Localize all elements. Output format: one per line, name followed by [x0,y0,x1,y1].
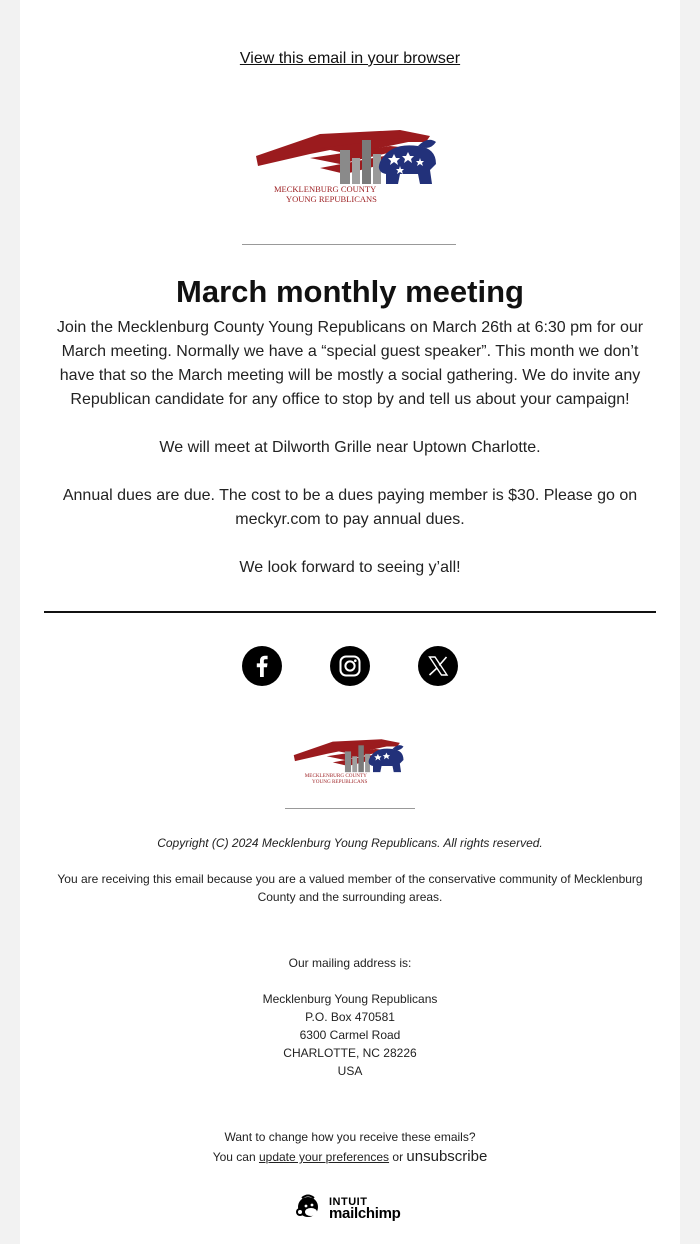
paragraph-closing: We look forward to seeing y’all! [239,559,461,576]
footer-logo [290,738,406,788]
unsubscribe-link[interactable]: unsubscribe [406,1148,488,1165]
paragraph-dues: Annual dues are due. The cost to be a dues paying member is $30. Please go on meckyr.com to pay annual dues. [62,487,638,528]
update-preferences-link[interactable]: update your preferences [258,1150,390,1164]
paragraph-location: We will meet at Dilworth Grille near Uptown Charlotte. [159,439,541,456]
footer-logo-divider [285,808,415,809]
footer-logo-line1: MECKLENBURG COUNTY [304,773,367,780]
preferences-line [40,1148,660,1166]
mailchimp-badge[interactable] [292,1190,412,1226]
address-line: Mecklenburg Young Republicans [262,992,438,1006]
address-line: CHARLOTTE, NC 28226 [283,1046,417,1060]
address-line: P.O. Box 470581 [305,1010,395,1024]
address-line: USA [337,1064,363,1078]
logo-line2: YOUNG REPUBLICANS [286,194,377,204]
copyright-text: Copyright (C) 2024 Mecklenburg Young Republicans. All rights reserved. [157,836,543,850]
section-divider [44,611,656,613]
mailchimp-wordmark: mailchimp [329,1205,401,1222]
you-can-text: You can [212,1150,256,1164]
mecklenburg-logo [250,128,440,210]
mailchimp-icon [292,1192,324,1224]
footer-logo-line2: YOUNG REPUBLICANS [312,779,368,786]
logo-divider [242,244,456,245]
instagram-icon[interactable] [330,646,370,686]
x-icon[interactable] [418,646,458,686]
intuit-wordmark: INTUIT [329,1196,368,1208]
view-in-browser-link[interactable]: View this email in your browser [239,50,461,67]
logo-line1: MECKLENBURG COUNTY [274,184,377,194]
page-title: March monthly meeting [176,274,524,309]
address-line: 6300 Carmel Road [299,1028,401,1042]
mailing-address [40,990,660,1080]
email-card [20,0,680,1244]
paragraph-intro: Join the Mecklenburg County Young Republicans on March 26th at 6:30 pm for our March meeting. Normally we have a “special guest speaker”. This month we don’t have that so the March meeting will be mostly a social gathering. We do invite any Republican candidate for any office to stop by and tell us about your campaign! [56,319,644,408]
change-preferences-question: Want to change how you receive these emails? [224,1130,476,1144]
facebook-icon[interactable] [242,646,282,686]
or-text: or [392,1150,404,1164]
subscription-reason: You are receiving this email because you are a valued member of the conservative community of Mecklenburg County and the surrounding areas. [57,872,643,904]
mailing-address-label: Our mailing address is: [288,956,412,970]
